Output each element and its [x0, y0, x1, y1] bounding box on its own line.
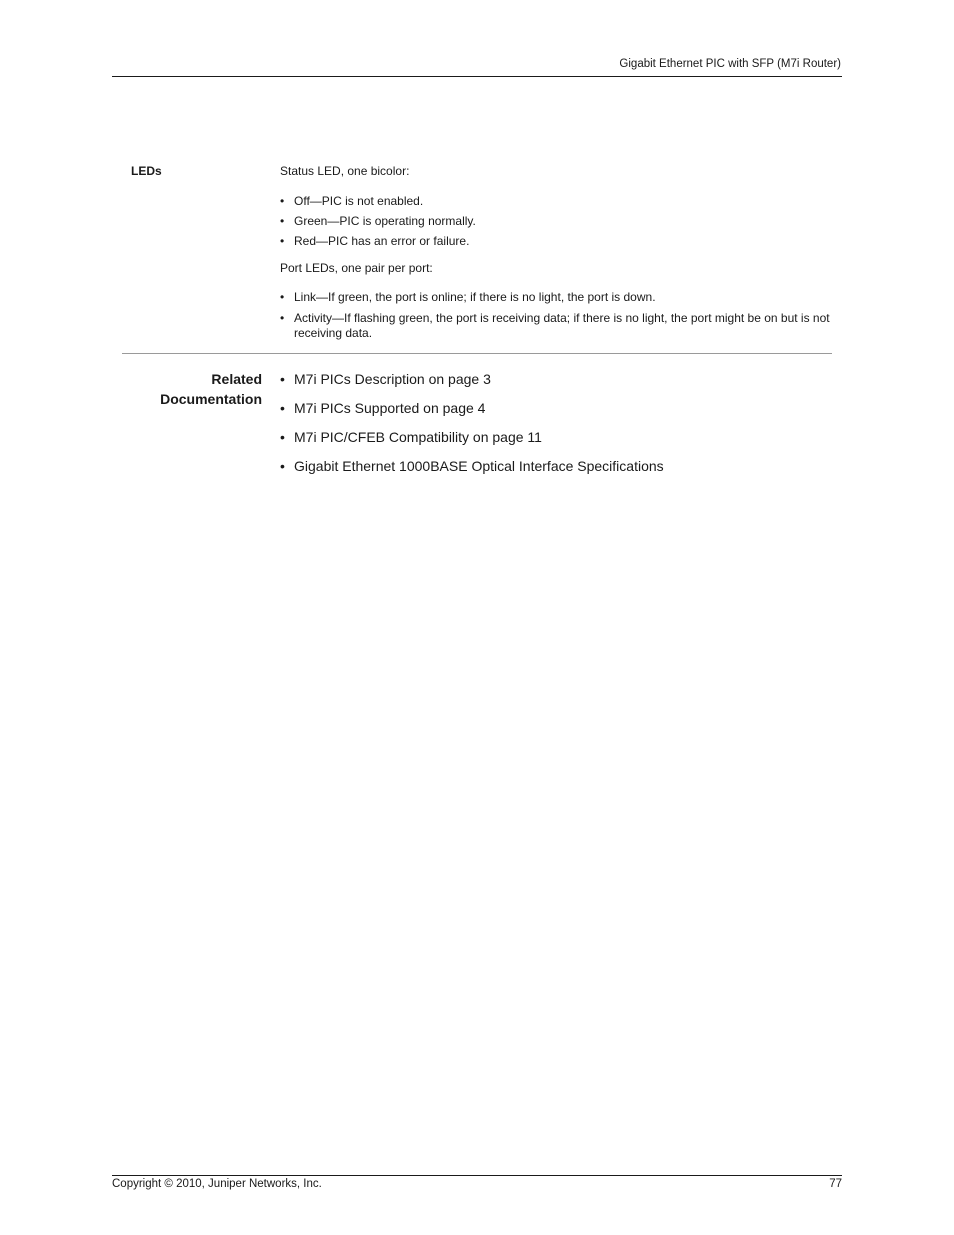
list-item: • Red—PIC has an error or failure.: [280, 234, 470, 248]
bullet-icon: •: [280, 400, 285, 416]
footer-copyright: Copyright © 2010, Juniper Networks, Inc.: [112, 1178, 322, 1190]
section-divider: [122, 353, 832, 354]
bullet-icon: •: [280, 290, 285, 304]
port-led-list: [280, 290, 832, 341]
bullet-icon: •: [280, 234, 285, 248]
header-rule: [112, 76, 842, 77]
list-item: • Link—If green, the port is online; if there is no light, the port is down.: [280, 290, 656, 304]
bullet-icon: •: [280, 214, 285, 228]
list-item: • Green—PIC is operating normally.: [280, 214, 476, 228]
related-link-pic-cfeb-compatibility[interactable]: • M7i PIC/CFEB Compatibility on page 11: [280, 429, 542, 445]
related-documentation-label: Related Documentation: [160, 371, 262, 407]
bullet-icon: •: [280, 311, 285, 325]
port-led-intro: Port LEDs, one pair per port:: [280, 261, 433, 275]
page-number: 77: [829, 1178, 842, 1190]
footer-rule: [112, 1175, 842, 1176]
leds-section-body: [280, 164, 832, 347]
bullet-icon: •: [280, 371, 285, 387]
bullet-icon: •: [280, 194, 285, 208]
bullet-icon: •: [280, 429, 285, 445]
list-item: • Off—PIC is not enabled.: [280, 194, 424, 208]
related-documentation-list: [280, 369, 832, 485]
related-link-m7i-pics-description[interactable]: • M7i PICs Description on page 3: [280, 371, 491, 387]
status-led-list: [280, 194, 832, 249]
leds-section-label: LEDs: [131, 164, 162, 178]
running-header: Gigabit Ethernet PIC with SFP (M7i Router): [619, 58, 841, 70]
related-link-optical-interface-specs[interactable]: • Gigabit Ethernet 1000BASE Optical Interface Specifications: [280, 458, 664, 474]
bullet-icon: •: [280, 458, 285, 474]
list-item: • Activity—If flashing green, the port is receiving data; if there is no light, the port might be on but is not receiving data.: [280, 311, 830, 340]
status-led-intro: Status LED, one bicolor:: [280, 164, 410, 178]
related-link-m7i-pics-supported[interactable]: • M7i PICs Supported on page 4: [280, 400, 486, 416]
